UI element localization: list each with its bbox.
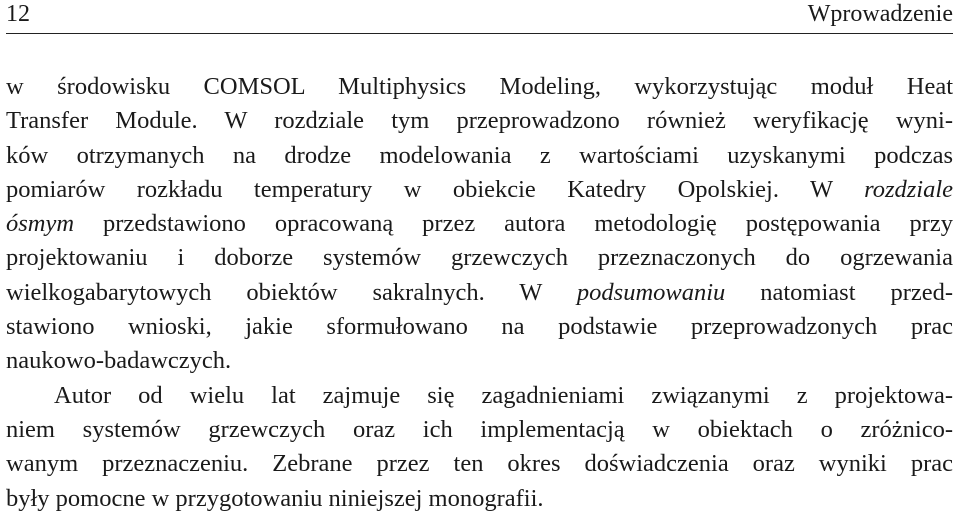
text-line: [6, 241, 953, 275]
text-line: [6, 276, 953, 310]
text-segment: przedstawiono opracowaną przez autora metodologię postępowania przy: [74, 210, 953, 238]
text-line: [6, 139, 953, 173]
text-line: [6, 104, 953, 138]
text-segment: projektowaniu i doborze systemów grzewczych przeznaczonych do ogrzewania: [6, 244, 953, 272]
text-segment: pomiarów rozkładu temperatury w obiekcie Katedry Opolskiej. W: [6, 175, 865, 203]
text-segment: wielkogabarytowych obiektów sakralnych. W: [6, 278, 577, 306]
body-text: [6, 70, 953, 516]
italic-text-segment: rozdziale: [864, 175, 953, 203]
paragraph: [6, 70, 953, 379]
text-line: [6, 379, 953, 413]
text-segment: były pomocne w przygotowaniu niniejszej monografii.: [6, 484, 544, 512]
text-segment: Autor od wielu lat zajmuje się zagadnieniami związanymi z projektowa-: [54, 381, 953, 409]
text-segment: Transfer Module. W rozdziale tym przeprowadzono również weryfikację wyni-: [6, 107, 953, 135]
text-segment: w środowisku COMSOL Multiphysics Modeling, wykorzystując moduł Heat: [6, 73, 953, 100]
text-line: [6, 207, 953, 241]
text-line: [6, 70, 953, 104]
chapter-title: Wprowadzenie: [807, 1, 953, 27]
text-segment: naukowo-badawczych.: [6, 347, 232, 375]
text-line: [6, 482, 953, 516]
paragraph: [6, 379, 953, 516]
text-line: [6, 447, 953, 481]
running-header: [6, 0, 953, 34]
italic-text-segment: podsumowaniu: [576, 278, 726, 306]
text-line: [6, 344, 953, 378]
text-segment: wanym przeznaczeniu. Zebrane przez ten okres doświadczenia oraz wyniki prac: [6, 450, 953, 478]
text-segment: ków otrzymanych na drodze modelowania z wartościami uzyskanymi podczas: [6, 141, 953, 169]
text-segment: niem systemów grzewczych oraz ich implementacją w obiektach o zróżnico-: [6, 415, 953, 443]
italic-text-segment: ósmym: [6, 210, 75, 238]
text-segment: stawiono wnioski, jakie sformułowano na podstawie przeprowadzonych prac: [6, 313, 953, 341]
text-line: [6, 310, 953, 344]
text-segment: natomiast przed-: [725, 278, 954, 306]
text-line: [6, 173, 953, 207]
page-number: 12: [6, 1, 30, 27]
text-line: [6, 413, 953, 447]
